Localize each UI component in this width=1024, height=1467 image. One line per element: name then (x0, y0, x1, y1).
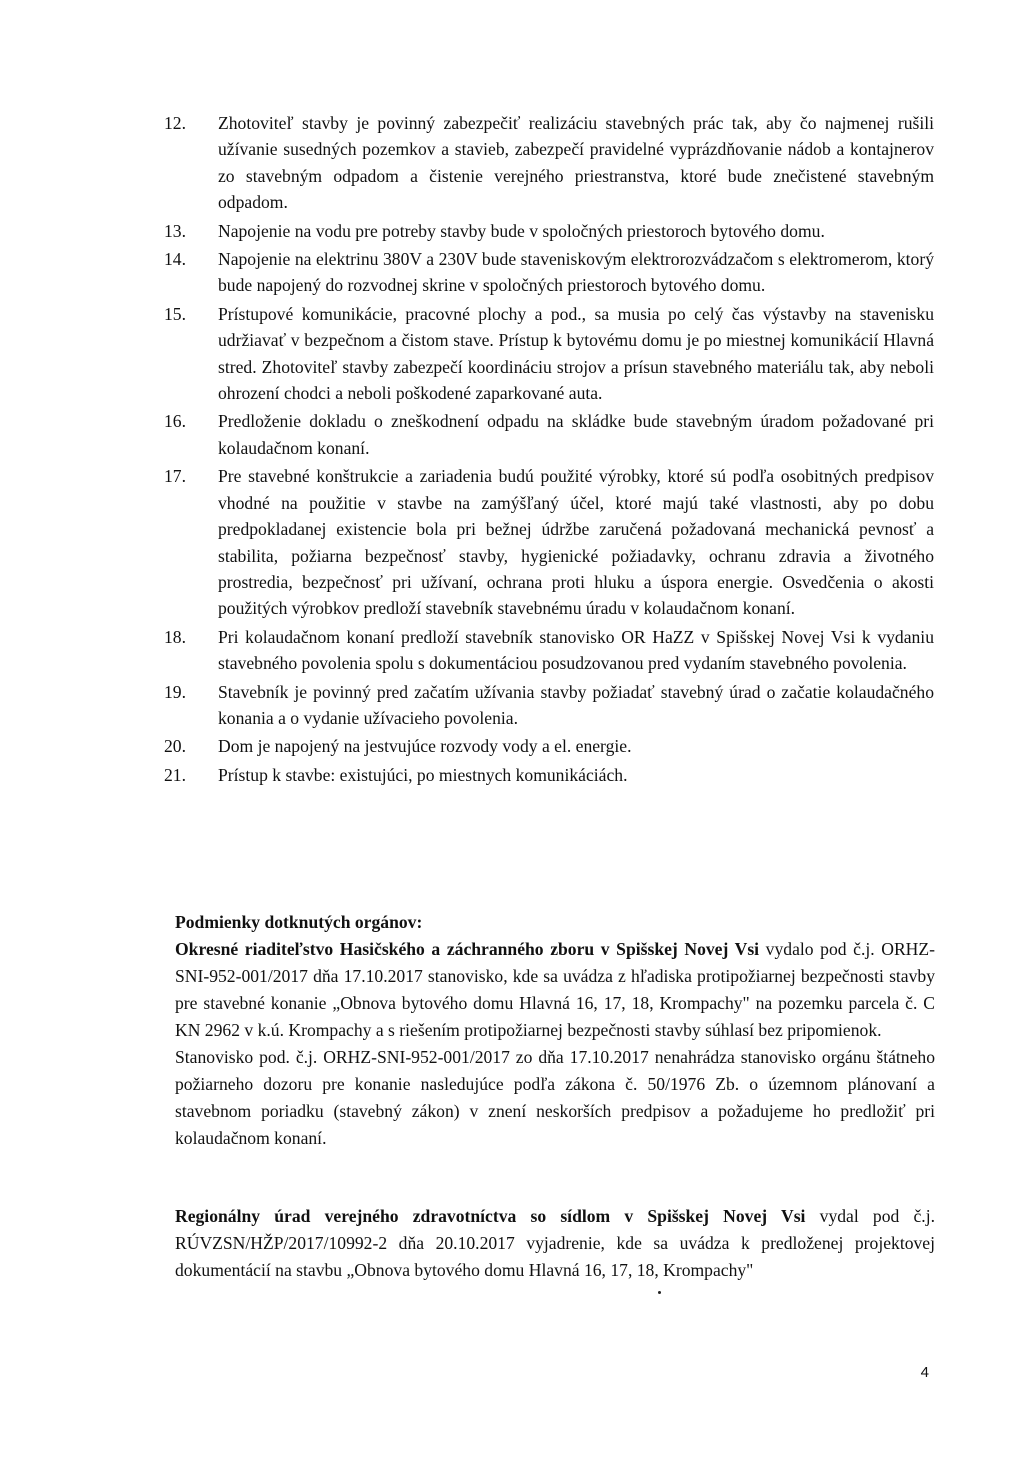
list-item-number: 12. (164, 113, 186, 133)
list-item-number: 17. (164, 466, 186, 487)
affected-authorities-section (175, 909, 935, 1152)
list-item (164, 408, 934, 461)
scan-dot-mark (658, 1291, 661, 1294)
list-item-number: 14. (164, 249, 186, 270)
hazz-note-paragraph: Stanovisko pod. č.j. ORHZ-SNI-952-001/2017 zo dňa 17.10.2017 nenahrádza stanovisko orgánu štátneho požiarneho dozoru pre konanie nasledujúce podľa zákona č. 50/1976 Zb. o územnom plánovaní a stavebnom poriadku (stavebný zákon) v znení neskorších predpisov a požadujeme ho predložiť pri kolaudačnom konaní. (175, 1047, 935, 1148)
list-item (164, 218, 934, 244)
list-item-text: Stavebník je povinný pred začatím užívania stavby požiadať stavebný úrad o začatie kolaudačného konania a o vydanie užívacieho povolenia. (218, 681, 934, 728)
conditions-list (164, 110, 934, 790)
hazz-statement: vydalo pod č.j. ORHZ-SNI-952-001/2017 dňa 17.10.2017 stanovisko, kde sa uvádza z hľadiska protipožiarnej bezpečnosti stavby pre stavebné konanie „Obnova bytového domu Hlavná 16, 17, 18, Krompachy" na pozemku parcela č. C KN 2962 v k.ú. Krompachy a s riešením protipožiarnej bezpečnosti stavby súhlasí bez pripomienok. (175, 939, 935, 1040)
ruvz-statement: vydal pod č.j. RÚVZSN/HŽP/2017/10992-2 dňa 20.10.2017 vyjadrenie, kde sa uvádza k predloženej projektovej dokumentácií na stavbu „Obnova bytového domu Hlavná 16, 17, 18, Krompachy" (175, 1206, 935, 1280)
list-item-text: Napojenie na vodu pre potreby stavby bude v spoločných priestoroch bytového domu. (218, 220, 825, 241)
list-item-number: 13. (164, 220, 186, 241)
list-item-number: 19. (164, 681, 186, 702)
list-item-text: Napojenie na elektrinu 380V a 230V bude staveniskovým elektrorozvádzačom s elektromerom, ktorý bude napojený do rozvodnej skrine v spoločných priestoroch bytového domu. (218, 249, 934, 296)
list-item (164, 246, 934, 299)
list-item (164, 733, 934, 759)
hazz-organization: Okresné riaditeľstvo Hasičského a záchranného zboru v Spišskej Novej Vsi (175, 939, 760, 959)
ruvz-organization: Regionálny úrad verejného zdravotníctva so sídlom v Spišskej Novej Vsi (175, 1206, 806, 1226)
ruvz-section (175, 1203, 935, 1284)
list-item-text: Dom je napojený na jestvujúce rozvody vody a el. energie. (218, 736, 632, 757)
list-item-number: 21. (164, 764, 186, 785)
list-item (164, 624, 934, 677)
list-item-number: 20. (164, 736, 186, 757)
hazz-paragraph (175, 936, 935, 1044)
list-item (164, 679, 934, 732)
list-item-text: Zhotoviteľ stavby je povinný zabezpečiť realizáciu stavebných prác tak, aby čo najmenej rušili užívanie susedných pozemkov a stavieb, zabezpečí pravidelné vyprázdňovanie nádob a kontajnerov zo stavebným odpadom a čistenie verejného priestranstva, ktoré bude znečistené stavebným odpadom. (218, 113, 934, 213)
list-item-number: 15. (164, 303, 186, 324)
list-item (164, 762, 934, 788)
list-item-text: Pri kolaudačnom konaní predloží stavebník stanovisko OR HaZZ v Spišskej Novej Vsi k vydaniu stavebného povolenia spolu s dokumentáciou posudzovanou pred vydaním stavebného povolenia. (218, 626, 934, 674)
page-number: 4 (920, 1364, 929, 1381)
list-item-number: 16. (164, 411, 186, 432)
list-item (164, 463, 934, 621)
list-item-text: Pre stavebné konštrukcie a zariadenia budú použité výrobky, ktoré sú podľa osobitných predpisov vhodné na použitie v stavbe na zamýšľaný účel, ktoré majú také vlastnosti, aby po dobu predpokladanej existencie bola pri bežnej údržbe zaručená požadovaná mechanická pevnosť a stabilita, požiarna bezpečnosť stavby, hygienické požiadavky, ochranu zdravia a životného prostredia, bezpečnosť pri užívaní, ochrana proti hluku a úspora energie. Osvedčenia o akosti použitých výrobkov predloží stavebník stavebnému úradu v kolaudačnom konaní. (218, 466, 934, 619)
list-item-number: 18. (164, 626, 186, 647)
section-heading: Podmienky dotknutých orgánov: (175, 912, 423, 932)
ruvz-paragraph (175, 1203, 935, 1284)
list-item-text: Prístup k stavbe: existujúci, po miestnych komunikáciách. (218, 764, 628, 785)
list-item (164, 301, 934, 407)
list-item-text: Prístupové komunikácie, pracovné plochy a pod., sa musia po celý čas výstavby na stavenisku udržiavať v bezpečnom a čistom stave. Prístup k bytovému domu je po miestnej komunikácií Hlavná stred. Zhotoviteľ stavby zabezpečí koordináciu strojov a prísun stavebného materiálu tak, aby neboli ohrození chodci a neboli poškodené zaparkované auta. (218, 303, 934, 404)
list-item-text: Predloženie dokladu o zneškodnení odpadu na skládke bude stavebným úradom požadované pri kolaudačnom konaní. (218, 411, 934, 458)
list-item (164, 110, 934, 216)
